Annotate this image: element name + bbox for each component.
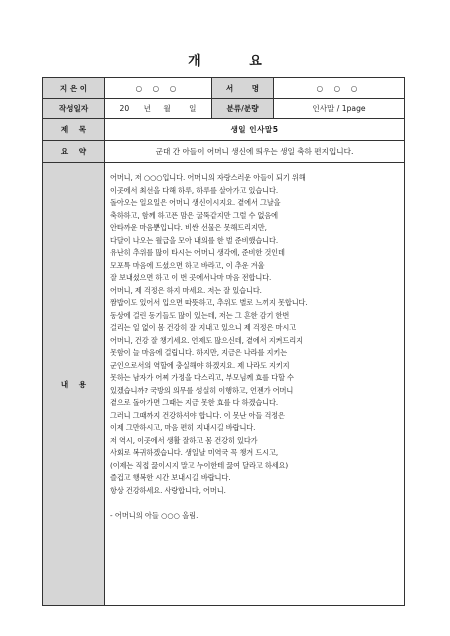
content-line: 걸리는 일 없이 몸 건강히 잘 지내고 있으니 제 걱정은 마시고 <box>110 323 297 332</box>
content-label: 내 용 <box>43 163 105 606</box>
content-line: 축하하고, 함께 하고픈 맘은 굴뚝같지만 그럴 수 없음에 <box>110 210 279 220</box>
content-line: 사회로 복귀하겠습니다. 생일날 미역국 꼭 챙겨 드시고, <box>110 448 279 457</box>
subject-label: 제 목 <box>43 119 105 141</box>
content-signoff: - 어머니의 아들 ○○○ 올림. <box>110 511 199 520</box>
summary-row <box>43 141 405 163</box>
content-line: 곁으로 돌아가면 그때는 지금 못한 효를 다 하겠습니다. <box>110 398 279 407</box>
subject-value[interactable]: 생일 인사말5 <box>105 119 405 141</box>
content-gap <box>110 497 398 510</box>
content-line: 이곳에서 최선을 다해 하루, 하루를 살아가고 있습니다. <box>110 185 279 195</box>
summary-label: 요 약 <box>43 141 105 163</box>
content-line: 잘 보내셨으면 하고 이 번 곳에서나마 마음 전합니다. <box>110 273 272 282</box>
content-line: 있겠습니까? 국방의 의무를 성실히 이행하고, 언젠가 어머니 <box>110 385 294 395</box>
date-year-unit: 년 <box>143 104 151 113</box>
content-line: 이제 그만하시고, 마음 편히 지내시길 바랍니다. <box>110 423 256 432</box>
content-line: 모포특 마음에 드셨으면 하고 바라고, 이 추운 겨울 <box>110 260 265 270</box>
document-form-table <box>42 77 405 606</box>
author-row <box>43 78 405 99</box>
content-line: 즐겁고 행복한 시간 보내시길 바랍니다. <box>110 473 231 482</box>
author-value[interactable]: ○ ○ ○ <box>105 78 212 99</box>
content-line: 못함이 늘 마음에 걸립니다. 하지만, 지금은 나라를 지키는 <box>110 348 288 357</box>
summary-value[interactable]: 군대 간 아들이 어머니 생신에 띄우는 생일 축하 편지입니다. <box>105 141 405 163</box>
content-line: 어머니, 저 ○○○입니다. 어머니의 자랑스러운 아들이 되기 위해 <box>110 173 306 182</box>
date-month-unit: 월 <box>163 104 171 113</box>
content-line: 못하는 남자가 어찌 가정을 다스리고, 부모님께 효를 다할 수 <box>110 373 294 382</box>
content-line: 군인으로서의 역할에 충실해야 하겠지요. 제 나라도 지키지 <box>110 360 290 370</box>
date-category-row <box>43 99 405 119</box>
content-line: 저 역시, 이곳에서 생활 잘하고 몸 건강히 있다가 <box>110 435 258 445</box>
content-line: 다달이 나오는 월급을 모아 내의를 한 벌 준비했습니다. <box>110 235 279 245</box>
content-line: 항상 건강하세요. 사랑합니다, 어머니. <box>110 485 226 495</box>
date-year: 20 <box>119 104 130 113</box>
content-body[interactable] <box>105 163 405 606</box>
content-row <box>43 163 405 606</box>
content-line: 어머니, 건강 잘 챙기세요. 언제도 많으신데, 곁에서 지켜드리지 <box>110 335 303 345</box>
date-day-unit: 일 <box>189 104 197 113</box>
date-value[interactable] <box>105 99 212 119</box>
content-line: 유난히 추위를 많이 타시는 어머니 생각에, 준비한 것인데 <box>110 248 285 257</box>
content-line: (이제는 직접 끓이시지 말고 누이한테 끓여 달라고 하세요) <box>110 460 289 470</box>
date-label: 작성일자 <box>43 99 105 119</box>
content-lines <box>110 172 398 497</box>
author-label: 지 은 이 <box>43 78 105 99</box>
signature-value[interactable]: ○ ○ ○ <box>274 78 405 99</box>
content-line: 돌아오는 일요일은 어머니 생신이시지요. 곁에서 그날을 <box>110 198 281 207</box>
signature-label: 서 명 <box>212 78 274 99</box>
content-line: 짬밥이도 있어서 입으면 따뜻하고, 추위도 별로 느끼지 못합니다. <box>110 298 308 307</box>
category-label: 분류/분량 <box>212 99 274 119</box>
subject-row <box>43 119 405 141</box>
content-line: 안타까운 마음뿐입니다. 비싼 선물은 못해드리지만, <box>110 223 267 232</box>
content-line: 그러니 그때까지 건강하셔야 합니다. 이 못난 아들 걱정은 <box>110 410 285 420</box>
content-line: 동상에 걸린 동기들도 많이 있는데, 저는 그 흔한 감기 한번 <box>110 310 290 320</box>
content-line: 어머니, 제 걱정은 하지 마세요. 저는 잘 있습니다. <box>110 285 262 295</box>
category-value[interactable]: 인사말 / 1page <box>274 99 405 119</box>
page-title: 개 요 <box>188 54 284 69</box>
